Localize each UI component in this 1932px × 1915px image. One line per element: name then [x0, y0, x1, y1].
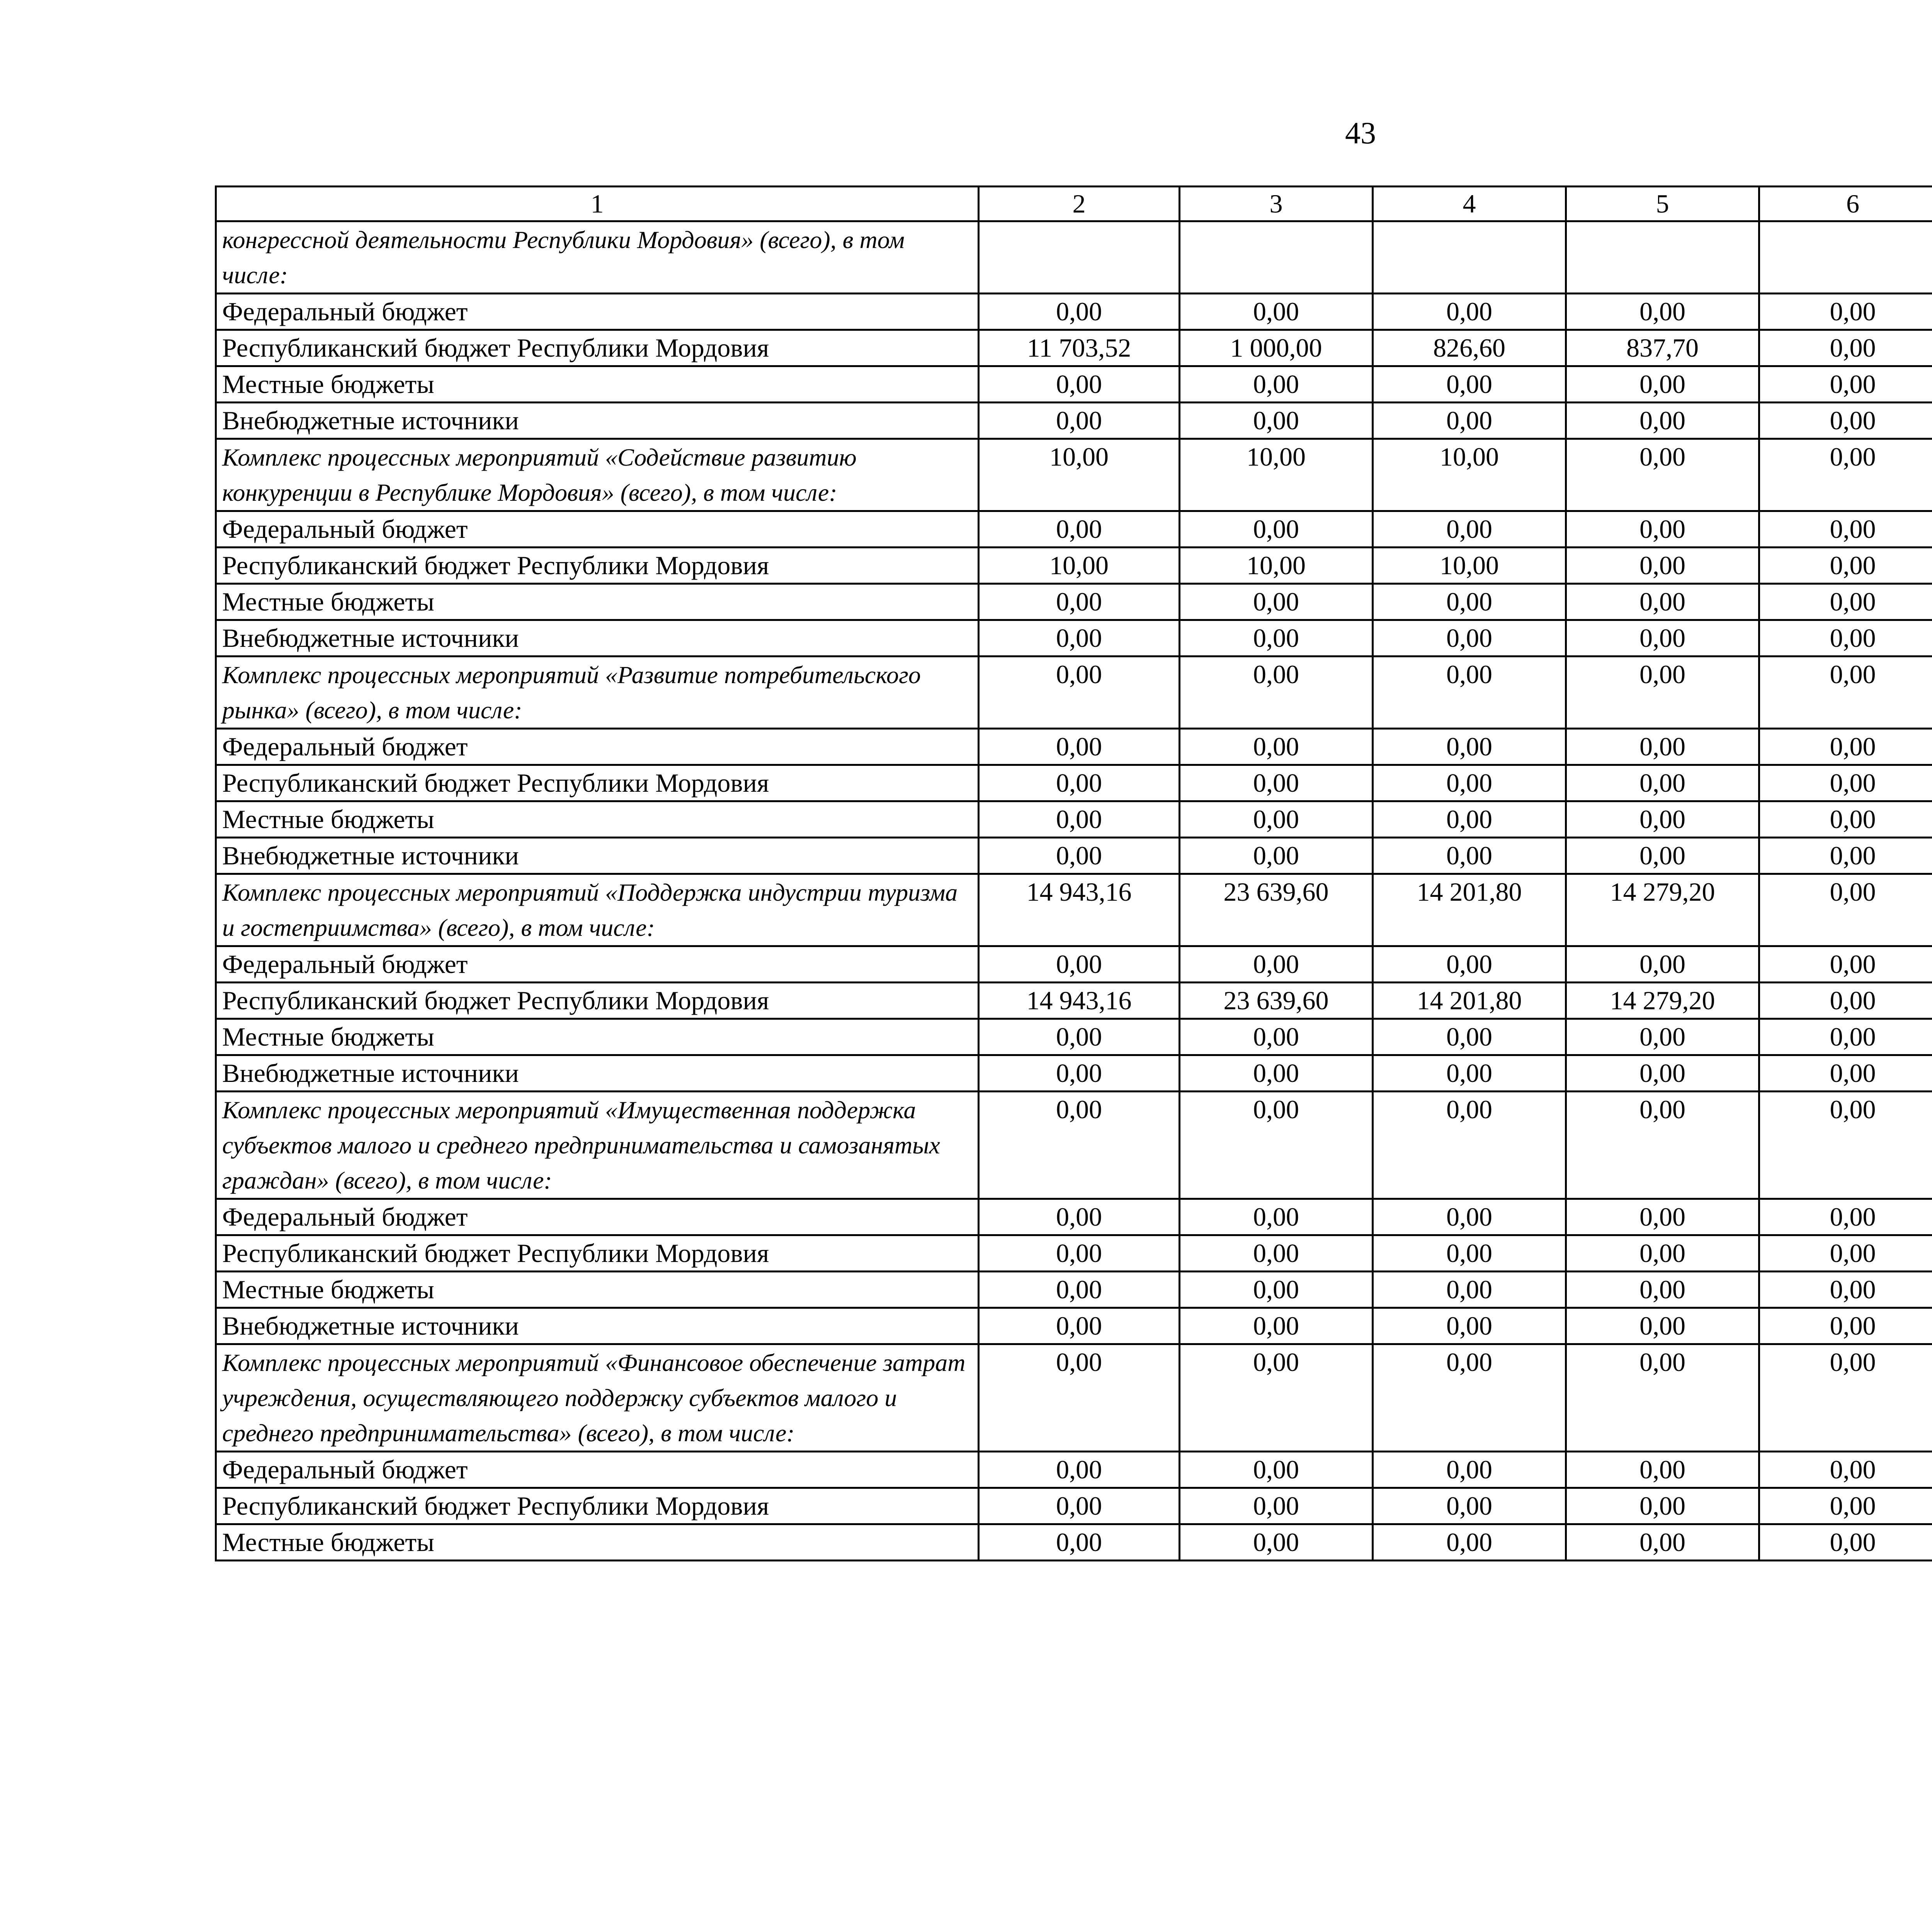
value-cell: 0,00: [1759, 656, 1932, 729]
value-cell: 0,00: [1180, 294, 1373, 330]
value-cell: 10,00: [979, 439, 1180, 511]
value-cell: 0,00: [1759, 838, 1932, 874]
value-cell: 14 943,16: [979, 983, 1180, 1019]
value-cell: 23 639,60: [1180, 874, 1373, 946]
value-cell: 0,00: [1566, 946, 1759, 983]
value-cell: 0,00: [1759, 946, 1932, 983]
value-cell: 0,00: [1566, 1488, 1759, 1524]
value-cell: 0,00: [1566, 584, 1759, 620]
value-cell: 0,00: [1566, 1308, 1759, 1344]
value-cell: 0,00: [1566, 656, 1759, 729]
row-label: Республиканский бюджет Республики Мордовия: [216, 1235, 979, 1272]
section-label: Комплекс процессных мероприятий «Имущественная поддержка субъектов малого и среднего предпринимательства и самозанятых граждан» (всего), в том числе:: [216, 1092, 979, 1199]
value-cell: 0,00: [1373, 1524, 1566, 1561]
value-cell: 0,00: [1180, 801, 1373, 838]
value-cell: 0,00: [979, 801, 1180, 838]
value-cell: 10,00: [1180, 439, 1373, 511]
value-cell: 0,00: [1759, 1092, 1932, 1199]
value-cell: 0,00: [1373, 366, 1566, 403]
row-label: Местные бюджеты: [216, 1524, 979, 1561]
value-cell: 0,00: [979, 729, 1180, 765]
value-cell: 0,00: [979, 765, 1180, 801]
value-cell: 0,00: [1180, 1272, 1373, 1308]
table-row: [216, 1452, 1932, 1488]
row-label: Внебюджетные источники: [216, 1055, 979, 1092]
value-cell: [1180, 221, 1373, 294]
value-cell: 0,00: [1373, 729, 1566, 765]
value-cell: 0,00: [1759, 403, 1932, 439]
value-cell: 0,00: [1759, 294, 1932, 330]
value-cell: 1 000,00: [1180, 330, 1373, 366]
row-label: Внебюджетные источники: [216, 838, 979, 874]
row-label: Республиканский бюджет Республики Мордовия: [216, 330, 979, 366]
value-cell: 0,00: [979, 656, 1180, 729]
section-label: Комплекс процессных мероприятий «Развитие потребительского рынка» (всего), в том числе:: [216, 656, 979, 729]
row-label: Внебюджетные источники: [216, 1308, 979, 1344]
value-cell: 0,00: [1759, 801, 1932, 838]
row-label: Внебюджетные источники: [216, 403, 979, 439]
section-label: Комплекс процессных мероприятий «Финансовое обеспечение затрат учреждения, осуществляющего поддержку субъектов малого и среднего предпринимательства» (всего), в том числе:: [216, 1344, 979, 1452]
table-row: [216, 1308, 1932, 1344]
value-cell: 0,00: [1373, 403, 1566, 439]
table-row: [216, 765, 1932, 801]
row-label: Федеральный бюджет: [216, 1452, 979, 1488]
row-label: Местные бюджеты: [216, 1272, 979, 1308]
value-cell: 0,00: [979, 1019, 1180, 1055]
value-cell: 0,00: [1373, 765, 1566, 801]
section-row: [216, 874, 1932, 946]
table-body: [216, 187, 1932, 1561]
row-label: Местные бюджеты: [216, 1019, 979, 1055]
section-row: [216, 1092, 1932, 1199]
table-row: [216, 1019, 1932, 1055]
value-cell: 0,00: [979, 1488, 1180, 1524]
value-cell: 826,60: [1373, 330, 1566, 366]
value-cell: 0,00: [979, 1272, 1180, 1308]
value-cell: 0,00: [979, 1199, 1180, 1235]
value-cell: 0,00: [1180, 946, 1373, 983]
value-cell: 10,00: [1180, 548, 1373, 584]
value-cell: 0,00: [1566, 1272, 1759, 1308]
value-cell: 10,00: [1373, 548, 1566, 584]
value-cell: 10,00: [979, 548, 1180, 584]
value-cell: 0,00: [979, 946, 1180, 983]
row-label: Внебюджетные источники: [216, 620, 979, 656]
table-row: [216, 1199, 1932, 1235]
value-cell: 0,00: [1566, 1235, 1759, 1272]
row-label: Федеральный бюджет: [216, 729, 979, 765]
table-row: [216, 1272, 1932, 1308]
value-cell: 0,00: [1373, 511, 1566, 548]
value-cell: 0,00: [1373, 294, 1566, 330]
value-cell: 0,00: [1566, 1199, 1759, 1235]
value-cell: 0,00: [1759, 1524, 1932, 1561]
value-cell: 0,00: [1759, 511, 1932, 548]
row-label: Республиканский бюджет Республики Мордовия: [216, 765, 979, 801]
value-cell: 23 639,60: [1180, 983, 1373, 1019]
value-cell: 0,00: [1373, 1199, 1566, 1235]
value-cell: 0,00: [1566, 1452, 1759, 1488]
value-cell: 0,00: [1180, 838, 1373, 874]
value-cell: 0,00: [1759, 1019, 1932, 1055]
value-cell: 0,00: [1566, 294, 1759, 330]
section-label: Комплекс процессных мероприятий «Поддержка индустрии туризма и гостеприимства» (всего), в том числе:: [216, 874, 979, 946]
column-header: 1: [216, 187, 979, 221]
value-cell: 0,00: [1373, 1452, 1566, 1488]
value-cell: 837,70: [1566, 330, 1759, 366]
column-header: 5: [1566, 187, 1759, 221]
value-cell: 0,00: [1180, 1488, 1373, 1524]
value-cell: 10,00: [1373, 439, 1566, 511]
value-cell: 0,00: [1373, 1055, 1566, 1092]
value-cell: 0,00: [1759, 874, 1932, 946]
table-row: [216, 584, 1932, 620]
table-row: [216, 511, 1932, 548]
value-cell: 0,00: [1759, 366, 1932, 403]
value-cell: 0,00: [979, 1452, 1180, 1488]
value-cell: 0,00: [1566, 1019, 1759, 1055]
value-cell: 0,00: [1180, 1055, 1373, 1092]
value-cell: 0,00: [979, 620, 1180, 656]
table-row: [216, 548, 1932, 584]
section-row: [216, 439, 1932, 511]
value-cell: 0,00: [979, 403, 1180, 439]
value-cell: 0,00: [1180, 1452, 1373, 1488]
table-row: [216, 1488, 1932, 1524]
row-label: Местные бюджеты: [216, 801, 979, 838]
value-cell: 14 279,20: [1566, 874, 1759, 946]
value-cell: 0,00: [1566, 548, 1759, 584]
value-cell: 0,00: [1373, 1344, 1566, 1452]
value-cell: 0,00: [1759, 1199, 1932, 1235]
page-number: 43: [1345, 116, 1376, 150]
table-row: [216, 1235, 1932, 1272]
table-row: [216, 946, 1932, 983]
value-cell: 0,00: [1759, 1488, 1932, 1524]
value-cell: 0,00: [1759, 1344, 1932, 1452]
value-cell: 0,00: [1759, 439, 1932, 511]
value-cell: 0,00: [1373, 1092, 1566, 1199]
value-cell: [979, 221, 1180, 294]
row-label: Местные бюджеты: [216, 366, 979, 403]
value-cell: 0,00: [1566, 511, 1759, 548]
value-cell: 0,00: [1759, 1272, 1932, 1308]
value-cell: [1759, 221, 1932, 294]
value-cell: 0,00: [1373, 1308, 1566, 1344]
table-row: [216, 330, 1932, 366]
value-cell: 0,00: [1373, 946, 1566, 983]
value-cell: 0,00: [1566, 729, 1759, 765]
value-cell: 14 201,80: [1373, 874, 1566, 946]
value-cell: 0,00: [979, 1235, 1180, 1272]
section-row: [216, 656, 1932, 729]
table-row: [216, 838, 1932, 874]
value-cell: 0,00: [1566, 801, 1759, 838]
value-cell: 0,00: [1180, 765, 1373, 801]
value-cell: 0,00: [1180, 729, 1373, 765]
value-cell: 0,00: [1180, 656, 1373, 729]
value-cell: 0,00: [979, 1055, 1180, 1092]
value-cell: 0,00: [979, 1092, 1180, 1199]
value-cell: 0,00: [979, 366, 1180, 403]
value-cell: 11 703,52: [979, 330, 1180, 366]
row-label: Федеральный бюджет: [216, 294, 979, 330]
value-cell: 0,00: [1180, 511, 1373, 548]
value-cell: 0,00: [1180, 584, 1373, 620]
row-label: Федеральный бюджет: [216, 946, 979, 983]
value-cell: 0,00: [1759, 330, 1932, 366]
value-cell: 0,00: [1759, 584, 1932, 620]
value-cell: 0,00: [1373, 1235, 1566, 1272]
row-label: Федеральный бюджет: [216, 511, 979, 548]
value-cell: 0,00: [1180, 1092, 1373, 1199]
value-cell: 0,00: [1566, 620, 1759, 656]
value-cell: 0,00: [979, 1308, 1180, 1344]
value-cell: 0,00: [979, 294, 1180, 330]
table-row: [216, 729, 1932, 765]
value-cell: 0,00: [1180, 1308, 1373, 1344]
value-cell: 0,00: [1759, 548, 1932, 584]
value-cell: 0,00: [979, 511, 1180, 548]
value-cell: 0,00: [1373, 656, 1566, 729]
section-label: конгрессной деятельности Республики Мордовия» (всего), в том числе:: [216, 221, 979, 294]
value-cell: 0,00: [1373, 584, 1566, 620]
value-cell: 0,00: [1566, 1524, 1759, 1561]
column-header: 2: [979, 187, 1180, 221]
section-row: [216, 221, 1932, 294]
value-cell: 0,00: [1180, 403, 1373, 439]
row-label: Местные бюджеты: [216, 584, 979, 620]
column-header: 6: [1759, 187, 1932, 221]
value-cell: 0,00: [979, 584, 1180, 620]
header-row: [216, 187, 1932, 221]
value-cell: [1566, 221, 1759, 294]
value-cell: 0,00: [1566, 1055, 1759, 1092]
value-cell: 14 201,80: [1373, 983, 1566, 1019]
value-cell: 0,00: [1759, 729, 1932, 765]
column-header: 4: [1373, 187, 1566, 221]
value-cell: 0,00: [1566, 838, 1759, 874]
row-label: Республиканский бюджет Республики Мордовия: [216, 983, 979, 1019]
section-label: Комплекс процессных мероприятий «Содействие развитию конкуренции в Республике Мордовия» (всего), в том числе:: [216, 439, 979, 511]
value-cell: 0,00: [1759, 1055, 1932, 1092]
value-cell: 0,00: [1566, 1344, 1759, 1452]
value-cell: 0,00: [979, 838, 1180, 874]
value-cell: 0,00: [979, 1344, 1180, 1452]
value-cell: 0,00: [1759, 1308, 1932, 1344]
table-row: [216, 620, 1932, 656]
value-cell: 0,00: [1759, 1452, 1932, 1488]
table-row: [216, 366, 1932, 403]
value-cell: 0,00: [1180, 1235, 1373, 1272]
table-row: [216, 403, 1932, 439]
value-cell: 0,00: [1373, 1488, 1566, 1524]
value-cell: 0,00: [1759, 1235, 1932, 1272]
value-cell: 0,00: [1566, 1092, 1759, 1199]
value-cell: 0,00: [1180, 1344, 1373, 1452]
table-row: [216, 294, 1932, 330]
value-cell: 0,00: [1180, 1019, 1373, 1055]
value-cell: 0,00: [1566, 765, 1759, 801]
value-cell: 0,00: [979, 1524, 1180, 1561]
value-cell: [1373, 221, 1566, 294]
value-cell: 0,00: [1180, 1524, 1373, 1561]
value-cell: 0,00: [1373, 838, 1566, 874]
value-cell: 0,00: [1373, 620, 1566, 656]
value-cell: 0,00: [1373, 1272, 1566, 1308]
row-label: Республиканский бюджет Республики Мордовия: [216, 1488, 979, 1524]
table-row: [216, 1524, 1932, 1561]
row-label: Республиканский бюджет Республики Мордовия: [216, 548, 979, 584]
value-cell: 0,00: [1759, 620, 1932, 656]
value-cell: 0,00: [1373, 1019, 1566, 1055]
value-cell: 14 279,20: [1566, 983, 1759, 1019]
value-cell: 0,00: [1759, 765, 1932, 801]
value-cell: 0,00: [1566, 366, 1759, 403]
table-row: [216, 801, 1932, 838]
value-cell: 14 943,16: [979, 874, 1180, 946]
value-cell: 0,00: [1759, 983, 1932, 1019]
section-row: [216, 1344, 1932, 1452]
value-cell: 0,00: [1373, 801, 1566, 838]
budget-table: [215, 185, 1932, 1561]
value-cell: 0,00: [1180, 620, 1373, 656]
column-header: 3: [1180, 187, 1373, 221]
row-label: Федеральный бюджет: [216, 1199, 979, 1235]
value-cell: 0,00: [1566, 403, 1759, 439]
value-cell: 0,00: [1180, 366, 1373, 403]
value-cell: 0,00: [1566, 439, 1759, 511]
table-row: [216, 1055, 1932, 1092]
table-row: [216, 983, 1932, 1019]
value-cell: 0,00: [1180, 1199, 1373, 1235]
